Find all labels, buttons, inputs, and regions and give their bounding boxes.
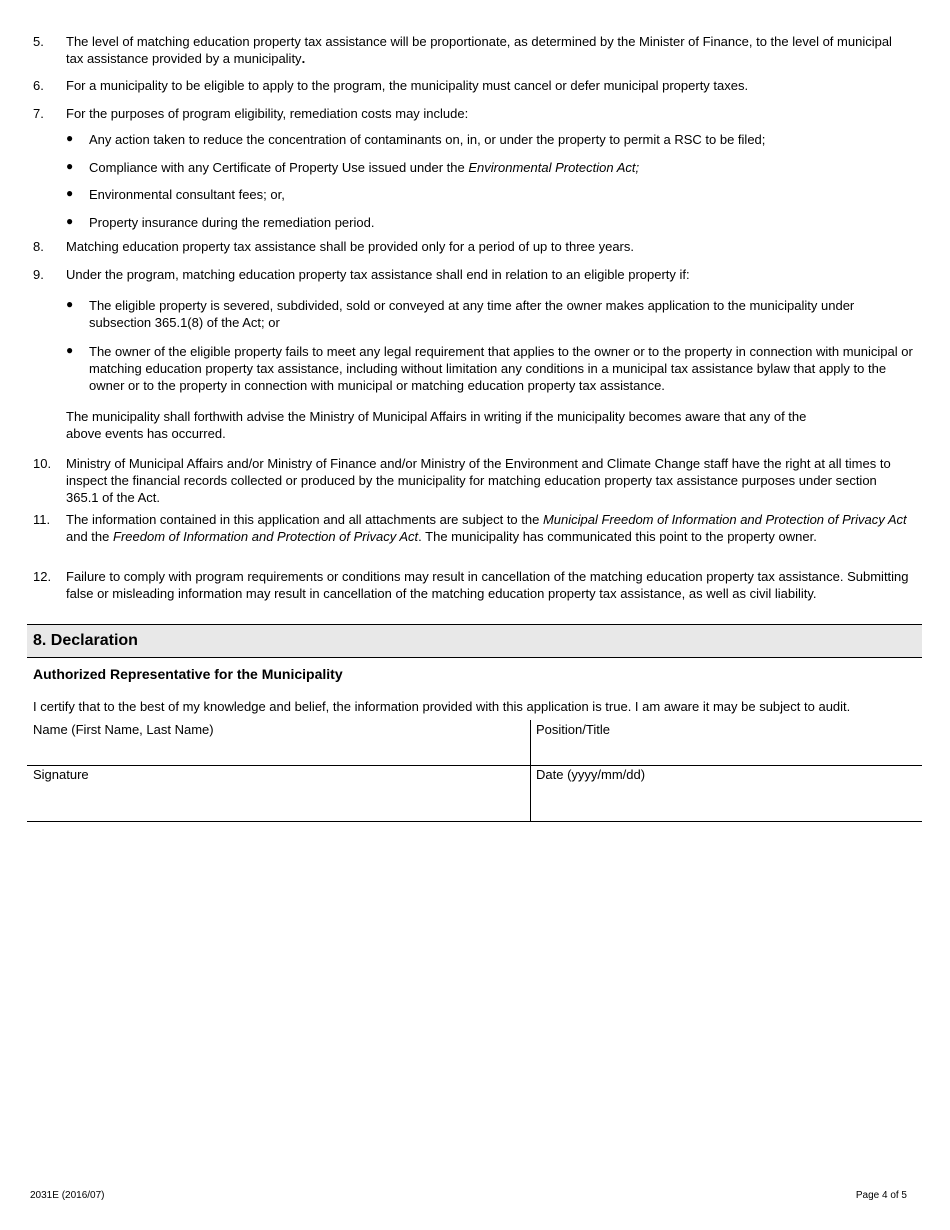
- item-text: Matching education property tax assistance shall be provided only for a period of up to three years.: [66, 239, 634, 254]
- item-number: 9.: [33, 267, 44, 282]
- certification-statement: I certify that to the best of my knowledge and belief, the information provided with this application is true. I am aware it may be subject to audit.: [33, 699, 851, 714]
- item-number: 5.: [33, 34, 44, 49]
- signature-label: Signature: [33, 767, 89, 782]
- item-number: 6.: [33, 78, 44, 93]
- item-text: For the purposes of program eligibility, remediation costs may include:: [66, 106, 469, 121]
- item-text: For a municipality to be eligible to apply to the program, the municipality must cancel or defer municipal property taxes.: [66, 78, 749, 93]
- form-id: 2031E (2016/07): [30, 1190, 105, 1201]
- bullet-icon: ●: [66, 214, 74, 228]
- declaration-subheading: Authorized Representative for the Municipality: [33, 666, 343, 682]
- row-divider: [27, 765, 922, 766]
- position-label: Position/Title: [536, 722, 610, 737]
- item-text: Failure to comply with program requirements or conditions may result in cancellation of the matching education property tax assistance. Submitting false or misleading information may result in cancellation of the matching education property tax assistance, as well as civil liability.: [66, 569, 909, 601]
- bullet-icon: ●: [66, 297, 74, 311]
- section-title: 8. Declaration: [33, 632, 138, 649]
- section-header-declaration: [27, 624, 922, 658]
- position-field[interactable]: [536, 742, 916, 762]
- item-9-note: The municipality shall forthwith advise the Ministry of Municipal Affairs in writing if the municipality becomes aware that any of the above events has occurred.: [66, 409, 807, 441]
- item-number: 7.: [33, 106, 44, 121]
- item-text: The information contained in this application and all attachments are subject to the Municipal Freedom of Information and Protection of Privacy Act and the Freedom of Information and Protection of Privacy Act. The municipality has communicated this point to the property owner.: [66, 512, 907, 544]
- row-divider: [27, 821, 922, 822]
- bullet-icon: ●: [66, 186, 74, 200]
- column-divider: [530, 720, 531, 822]
- item-number: 10.: [33, 456, 52, 471]
- bullet-icon: ●: [66, 343, 74, 357]
- item-number: 11.: [33, 512, 51, 527]
- item-text: Under the program, matching education property tax assistance shall end in relation to an eligible property if:: [66, 267, 690, 282]
- item-number: 8.: [33, 239, 44, 254]
- document-page: 5. The level of matching education property tax assistance will be proportionate, as determined by the Minister of Finance, to the level of municipal tax assistance provided by a municipality. 6. For a municipality to be eligible to apply to the program, the municipality must cancel or defer municipal property taxes. 7. For the purposes of program eligibility, remediation costs may include: ● Any action taken to reduce the concentration of contaminants on, in, or under the property to permit a RSC to be filed; ● Compliance with any Certificate of Property Use issued under the Environmental Protection Act; ● Environmental consultant fees; or, ● Property insurance during the remediation period. 8. Matching education property tax assistance shall be provided only for a period of up to three years. 9. Under the program, matching education property tax assistance shall end in relation to an eligible property if: ● The eligible property is severed, subdivided, sold or conveyed at any time after the owner makes application to the municipality under subsection 365.1(8) of the Act; or ● The owner of the eligible property fails to meet any legal requirement that applies to the owner or to the property in connection with municipal or matching education property tax assistance, including without limitation any conditions in a municipal tax assistance bylaw that apply to the owner or to the property in connection with municipal or matching education property tax assistance. The municipality shall forthwith advise the Ministry of Municipal Affairs in writing if the municipality becomes aware that any of the above events has occurred. 10. Ministry of Municipal Affairs and/or Ministry of Finance and/or Ministry of the Environment and Climate Change staff have the right at all times to inspect the financial records collected or produced by the municipality for matching education property tax assistance purposes under section 365.1 of the Act. 11. The information contained in this application and all attachments are subject to the Municipal Freedom of Information and Protection of Privacy Act and the Freedom of Information and Protection of Privacy Act. The municipality has communicated this point to the property owner. 12. Failure to comply with program requirements or conditions may result in cancellation of the matching education property tax assistance. Submitting false or misleading information may result in cancellation of the matching education property tax assistance, as well as civil liability. 8. Declaration Authorized Representative for the Municipality I certify that to the best of my knowledge and belief, the information provided with this application is true. I am aware it may be subject to audit. Name (First Name, Last Name) Position/Title Signature Date (yyyy/mm/dd) 2031E (2016/07) Page 4 of 5: [0, 0, 950, 1230]
- name-field[interactable]: [33, 742, 523, 762]
- bullet-icon: ●: [66, 159, 74, 173]
- date-field[interactable]: [536, 790, 916, 816]
- page-number: Page 4 of 5: [855, 1190, 907, 1201]
- item-text: The level of matching education property tax assistance will be proportionate, as determined by the Minister of Finance, to the level of municipal tax assistance provided by a municipality.: [66, 34, 892, 66]
- item-text: Ministry of Municipal Affairs and/or Ministry of Finance and/or Ministry of the Environment and Climate Change staff have the right at all times to inspect the financial records collected or produced by the municipality for matching education property tax assistance purposes under section 365.1 of the Act.: [66, 456, 891, 505]
- declaration-form: [27, 720, 922, 822]
- name-label: Name (First Name, Last Name): [33, 722, 214, 737]
- bullet-icon: ●: [66, 131, 74, 145]
- signature-field[interactable]: [33, 790, 523, 816]
- item-number: 12.: [33, 569, 52, 584]
- date-label: Date (yyyy/mm/dd): [536, 767, 646, 782]
